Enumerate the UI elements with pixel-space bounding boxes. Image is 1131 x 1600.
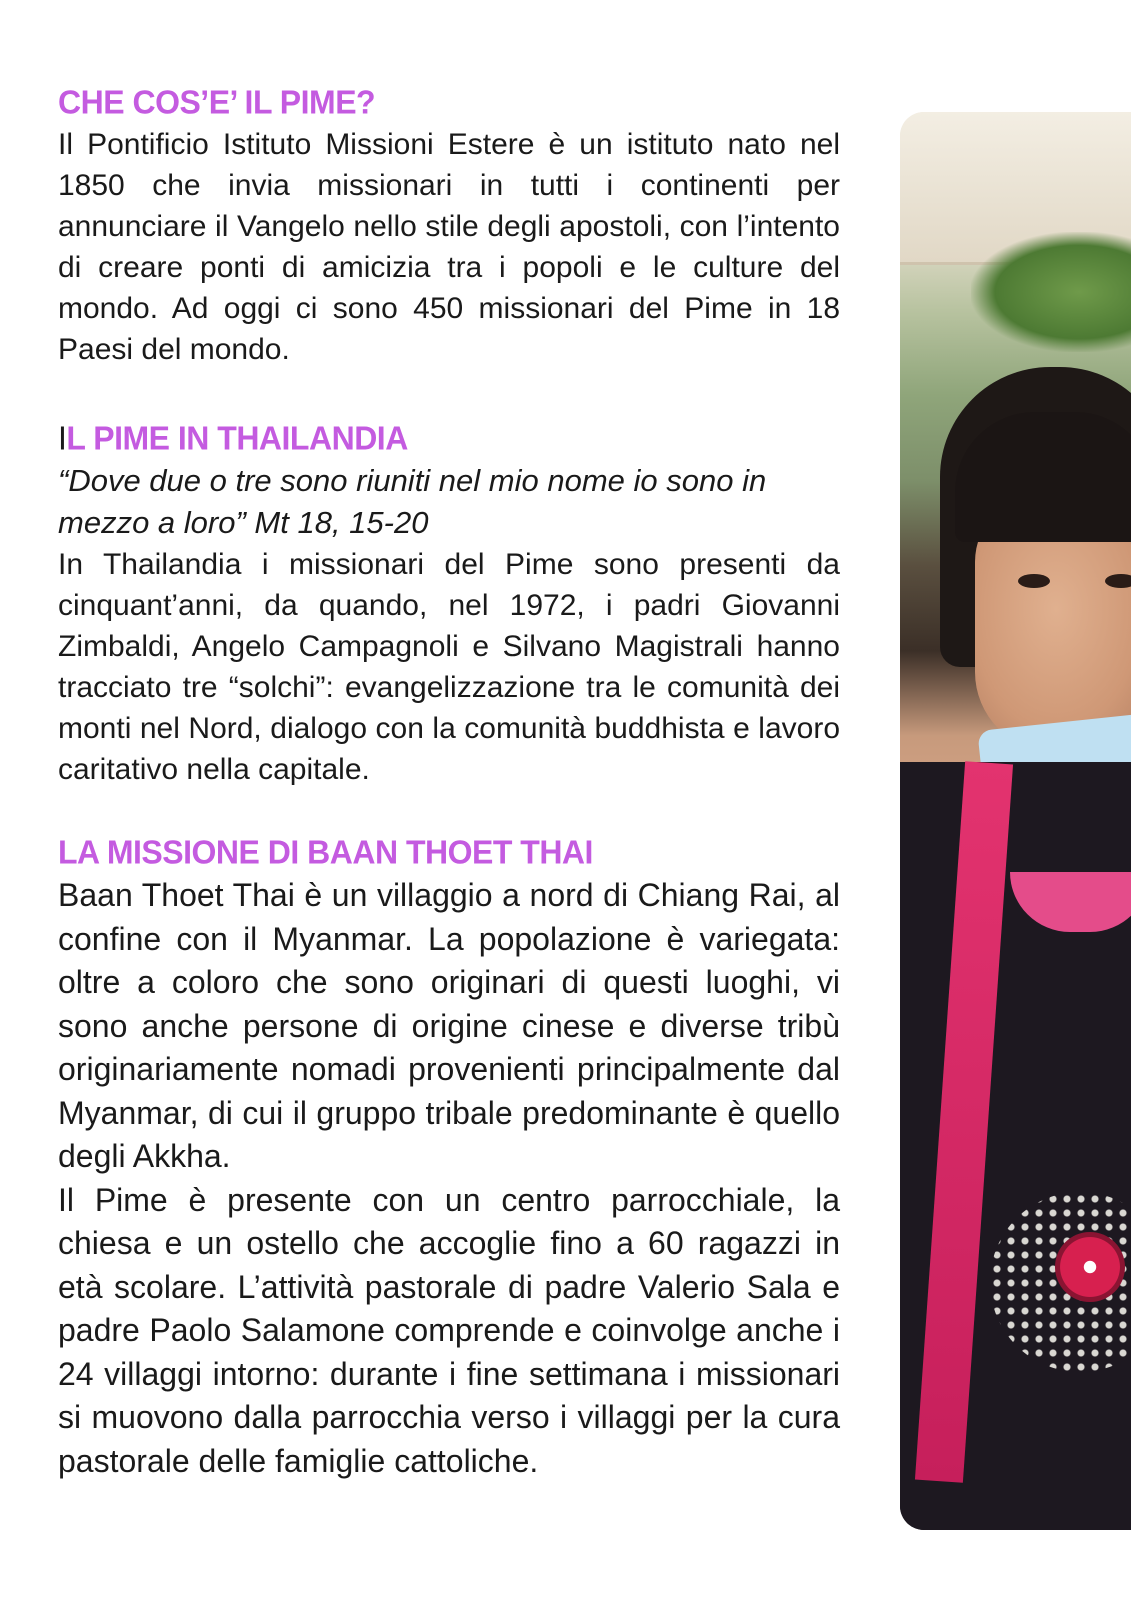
photo-bangs bbox=[955, 412, 1131, 542]
heading-first-letter: I bbox=[58, 419, 67, 457]
section-body: Baan Thoet Thai è un villaggio a nord di Chiang Rai, al confine con il Myanmar. La popolazione è variegata: oltre a coloro che sono originari di questi luoghi, vi sono anche persone di origine cinese e diverse tribù originariamente nomadi provenienti principalmente dal Myanmar, di cui il gruppo tribale predominante è quello degli Akkha. bbox=[58, 877, 840, 1174]
section-pime-thailand bbox=[58, 418, 840, 790]
section-body: In Thailandia i missionari del Pime sono presenti da cinquant’anni, da quando, nel 1972, i padri Giovanni Zimbaldi, Angelo Campagnoli e Silvano Magistrali hanno tracciato tre “solchi”: evangelizzazione tra le comunità dei monti nel Nord, dialogo con la comunità buddhista e lavoro caritativo nella capitale. bbox=[58, 548, 840, 786]
photo-leaf bbox=[971, 232, 1131, 352]
photo-girl-traditional-dress bbox=[900, 112, 1131, 1530]
section-what-is-pime bbox=[58, 82, 840, 370]
bible-quote: “Dove due o tre sono riuniti nel mio nome io sono in mezzo a loro” Mt 18, 15-20 bbox=[58, 463, 767, 540]
text-column bbox=[58, 82, 840, 1483]
section-heading: LA MISSIONE DI BAAN THOET THAI bbox=[58, 833, 593, 871]
section-body-2: Il Pime è presente con un centro parrocchiale, la chiesa e un ostello che accoglie fino a 60 ragazzi in età scolare. L’attività pastorale di padre Valerio Sala e padre Paolo Salamone comprende e coinvolge anche i 24 villaggi intorno: durante i fine settimana i missionari si muovono dalla parrocchia verso i villaggi per la cura pastorale delle famiglie cattoliche. bbox=[58, 1181, 840, 1479]
heading-rest: L PIME IN THAILANDIA bbox=[66, 419, 408, 457]
section-heading bbox=[58, 418, 840, 458]
photo-eye-right bbox=[1105, 574, 1131, 588]
section-heading: CHE COS’E’ IL PIME? bbox=[58, 83, 376, 121]
photo-rosette bbox=[1055, 1232, 1125, 1302]
photo-eye-left bbox=[1018, 574, 1050, 588]
section-baan-thoet-thai bbox=[58, 832, 840, 1483]
section-body: Il Pontificio Istituto Missioni Estere è un istituto nato nel 1850 che invia missionari in tutti i continenti per annunciare il Vangelo nello stile degli apostoli, con l’intento di creare ponti di amicizia tra i popoli e le culture del mondo. Ad oggi ci sono 450 missionari del Pime in 18 Paesi del mondo. bbox=[58, 128, 840, 366]
